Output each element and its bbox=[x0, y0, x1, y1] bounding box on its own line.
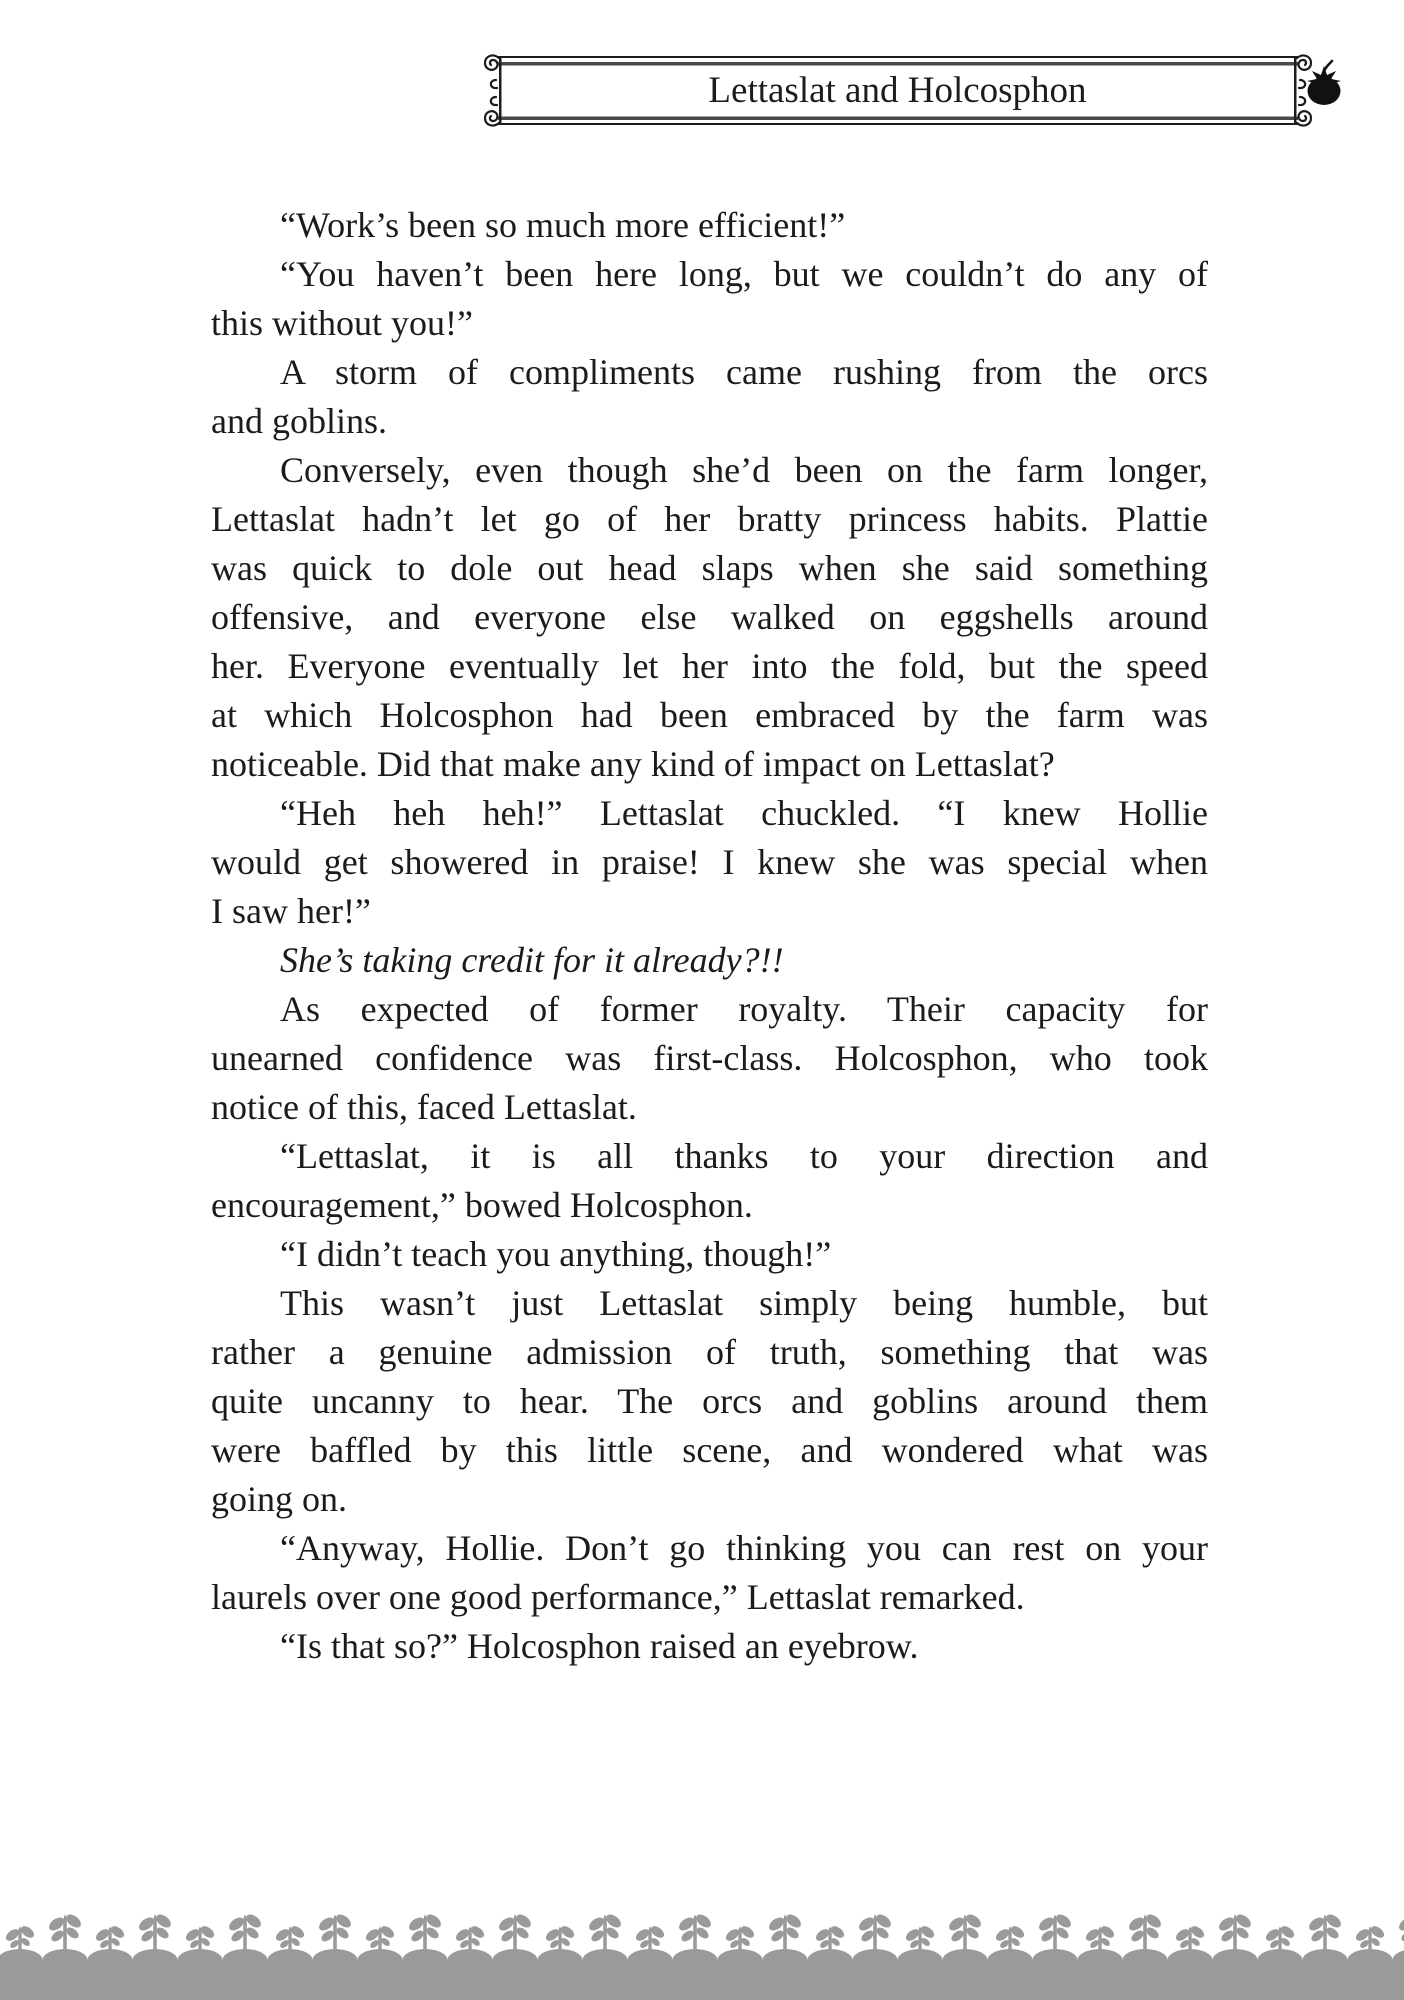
corner-curl-icon bbox=[485, 56, 499, 70]
chapter-title: Lettaslat and Holcosphon bbox=[708, 70, 1087, 111]
frame-bottom-outer-line bbox=[498, 123, 1298, 125]
sprout-icon bbox=[317, 1912, 354, 1954]
sprout-icon bbox=[677, 1912, 714, 1954]
edge-hook-icon bbox=[491, 97, 497, 105]
sprout-icon bbox=[497, 1912, 534, 1954]
tomato-icon bbox=[1307, 61, 1341, 105]
text-line: A storm of compliments came rushing from the orcs bbox=[280, 352, 1208, 392]
text-line: this without you!” bbox=[211, 303, 473, 343]
text-line: “Is that so?” Holcosphon raised an eyebrow. bbox=[280, 1626, 919, 1666]
sprout-icon bbox=[1127, 1912, 1164, 1954]
text-line: Lettaslat hadn’t let go of her bratty princess habits. Plattie bbox=[211, 499, 1208, 539]
corner-curl-icon bbox=[485, 111, 499, 125]
sprout-icon bbox=[47, 1912, 84, 1954]
text-line: “Lettaslat, it is all thanks to your direction and bbox=[280, 1136, 1208, 1176]
text-line: As expected of former royalty. Their capacity for bbox=[280, 989, 1208, 1029]
text-line: unearned confidence was first-class. Holcosphon, who took bbox=[211, 1038, 1208, 1078]
text-line: noticeable. Did that make any kind of impact on Lettaslat? bbox=[211, 744, 1055, 784]
text-line: “You haven’t been here long, but we couldn’t do any of bbox=[280, 254, 1208, 294]
sprout-icon bbox=[227, 1912, 264, 1954]
corner-curl-icon bbox=[1297, 111, 1311, 125]
sprout-icon bbox=[407, 1912, 444, 1954]
text-line: encouragement,” bowed Holcosphon. bbox=[211, 1185, 753, 1225]
text-line: her. Everyone eventually let her into the fold, but the speed bbox=[211, 646, 1208, 686]
edge-hook-icon bbox=[491, 80, 497, 88]
text-line: quite uncanny to hear. The orcs and goblins around them bbox=[211, 1381, 1208, 1421]
text-line: were baffled by this little scene, and wondered what was bbox=[211, 1430, 1208, 1470]
sprout-icon bbox=[137, 1912, 174, 1954]
text-line: “Heh heh heh!” Lettaslat chuckled. “I knew Hollie bbox=[280, 793, 1208, 833]
text-line: laurels over one good performance,” Lettaslat remarked. bbox=[211, 1577, 1025, 1617]
text-line: She’s taking credit for it already?!! bbox=[280, 940, 784, 980]
text-line: I saw her!” bbox=[211, 891, 371, 931]
text-line: offensive, and everyone else walked on eggshells around bbox=[211, 597, 1208, 637]
text-line: “Work’s been so much more efficient!” bbox=[280, 205, 846, 245]
sprout-icon bbox=[1397, 1912, 1404, 1954]
sprout-icon bbox=[767, 1912, 804, 1954]
text-line: would get showered in praise! I knew she was special when bbox=[211, 842, 1208, 882]
body-text bbox=[211, 201, 1208, 1671]
footer-decoration bbox=[0, 1850, 1404, 2000]
text-line: “Anyway, Hollie. Don’t go thinking you can rest on your bbox=[280, 1528, 1208, 1568]
corner-curl-icon bbox=[1297, 56, 1311, 70]
text-line: This wasn’t just Lettaslat simply being humble, but bbox=[280, 1283, 1208, 1323]
text-line: going on. bbox=[211, 1479, 348, 1519]
text-line: was quick to dole out head slaps when she said something bbox=[211, 548, 1208, 588]
sprout-icon bbox=[947, 1912, 984, 1954]
text-line: “I didn’t teach you anything, though!” bbox=[280, 1234, 832, 1274]
edge-hook-icon bbox=[1299, 97, 1305, 105]
text-line: and goblins. bbox=[211, 401, 387, 441]
ground-band bbox=[0, 1949, 1404, 2000]
sprout-icon bbox=[857, 1912, 894, 1954]
edge-hook-icon bbox=[1299, 80, 1305, 88]
text-line: rather a genuine admission of truth, something that was bbox=[211, 1332, 1208, 1372]
text-line: notice of this, faced Lettaslat. bbox=[211, 1087, 637, 1127]
sprout-icon bbox=[1307, 1912, 1344, 1954]
sprout-row bbox=[0, 1912, 1404, 2000]
sprout-icon bbox=[1217, 1912, 1254, 1954]
sprout-icon bbox=[587, 1912, 624, 1954]
text-line: Conversely, even though she’d been on the farm longer, bbox=[280, 450, 1208, 490]
sprout-icon bbox=[1037, 1912, 1074, 1954]
text-line: at which Holcosphon had been embraced by the farm was bbox=[211, 695, 1208, 735]
